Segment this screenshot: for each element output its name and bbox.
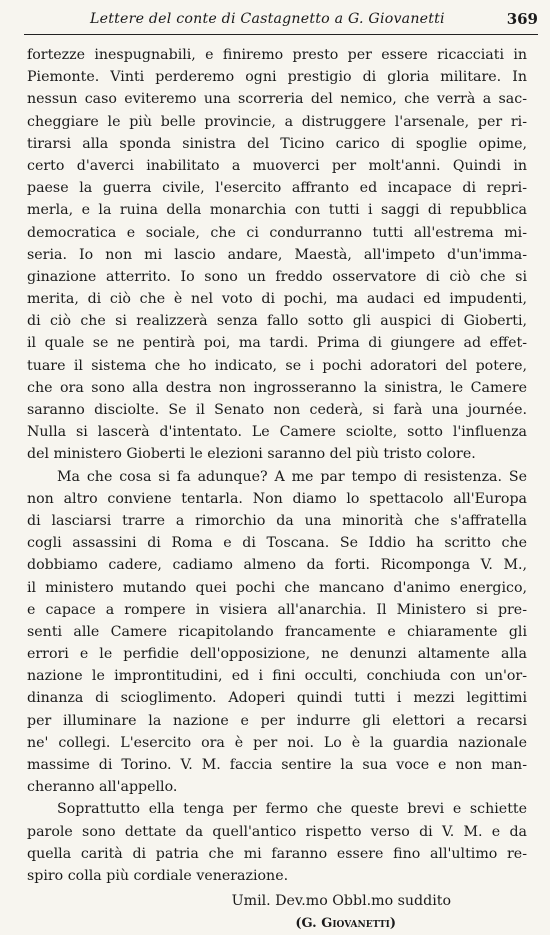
text-line: spiro colla più cordiale venerazione.	[27, 867, 289, 884]
text-line: per illuminare la nazione e per indurre gli elettori a recarsi	[27, 712, 527, 729]
paragraph	[27, 798, 527, 887]
text-line: parole sono dettate da quell'antico rispetto verso di V. M. e da	[27, 823, 527, 840]
text-line: che ora sono alla destra non ingrosseranno la sinistra, le Camere	[27, 379, 527, 396]
body-text	[27, 44, 527, 931]
text-line: ne' collegi. L'esercito ora è per noi. Lo è la guardia nazionale	[27, 734, 527, 751]
text-line: Piemonte. Vinti perderemo ogni prestigio di gloria militare. In	[27, 69, 527, 86]
closing-salutation: Umil. Dev.mo Obbl.mo suddito	[231, 892, 451, 909]
text-line: dobbiamo cadere, cadiamo almeno da forti. Ricomponga V. M.,	[27, 557, 527, 574]
text-line: certo d'averci inabilitato a muoverci per molt'anni. Quindi in	[27, 157, 527, 174]
text-line: cogli assassini di Roma e di Toscana. Se Iddio ha scritto che	[27, 535, 527, 552]
text-line: il quale se ne pentirà poi, ma tardi. Prima di giungere ad effet-	[27, 335, 527, 352]
text-line: non altro conviene tentarla. Non diamo lo spettacolo all'Europa	[27, 490, 527, 507]
text-line: fortezze inespugnabili, e finiremo presto per essere ricacciati in	[27, 47, 527, 63]
text-line: cheranno all'appello.	[27, 779, 178, 796]
text-line: seria. Io non mi lascio andare, Maestà, all'impeto d'un'imma-	[27, 246, 527, 263]
header-rule	[24, 34, 538, 35]
text-line: del ministero Gioberti le elezioni saranno del più tristo colore.	[27, 446, 476, 463]
text-line: dinanza di scioglimento. Adoperi quindi tutti i mezzi legittimi	[27, 690, 527, 707]
running-title: Lettere del conte di Castagnetto a G. Giovanetti	[90, 11, 445, 27]
text-line: tirarsi alla sponda sinistra del Ticino carico di spoglie opime,	[27, 135, 527, 152]
text-line: errori e le perfidie dell'opposizione, ne denunzi altamente alla	[27, 646, 527, 663]
text-line: il ministero mutando quei pochi che mancano d'animo energico,	[27, 579, 527, 596]
text-line: senti alle Camere ricapitolando francamente e chiaramente gli	[27, 623, 527, 640]
text-line: nazione le improntitudini, ed i fini occulti, conchiuda con un'or-	[27, 668, 527, 685]
text-line: di ciò che si realizzerà senza fallo sotto gli auspici di Gioberti,	[27, 313, 527, 330]
text-line: paese la guerra civile, l'esercito affranto ed incapace di repri-	[27, 180, 527, 197]
text-line: e capace a rompere in visiera all'anarchia. Il Ministero si pre-	[27, 601, 527, 618]
paragraph	[27, 466, 527, 799]
text-line: nessun caso eviteremo una scorreria del nemico, che verrà a sac-	[27, 91, 527, 108]
text-line: merla, e la ruina della monarchia con tutti i saggi di repubblica	[27, 202, 527, 219]
page-number: 369	[506, 10, 538, 28]
text-line: cheggiare le più belle provincie, a distruggere l'arsenale, per ri-	[27, 113, 527, 130]
text-line: Nulla si lascerà d'intentato. Le Camere sciolte, sotto l'influenza	[27, 424, 527, 441]
text-line: quella carità di patria che mi faranno essere fino all'ultimo re-	[27, 845, 527, 862]
text-line: ginazione atterrito. Io sono un freddo osservatore di ciò che si	[27, 268, 527, 285]
text-line: Ma che cosa si fa adunque? A me par tempo di resistenza. Se	[57, 468, 527, 485]
signature: (G. Giovanetti)	[295, 915, 396, 931]
text-line: merita, di ciò che è nel voto di pochi, ma audaci ed impudenti,	[27, 291, 527, 308]
text-line: saranno disciolte. Se il Senato non cederà, si farà una journée.	[27, 402, 527, 418]
text-line: di lasciarsi trarre a rimorchio da una minorità che s'affratella	[27, 512, 527, 529]
text-line: democratica e sociale, che ci condurranno tutti all'estrema mi-	[27, 224, 527, 241]
paragraph	[27, 44, 527, 466]
text-line: massime di Torino. V. M. faccia sentire la sua voce e non man-	[27, 757, 527, 773]
text-line: tuare il sistema che ho indicato, se i pochi adoratori del potere,	[27, 357, 527, 374]
text-line: Soprattutto ella tenga per fermo che queste brevi e schiette	[57, 801, 527, 818]
running-header	[24, 6, 538, 32]
